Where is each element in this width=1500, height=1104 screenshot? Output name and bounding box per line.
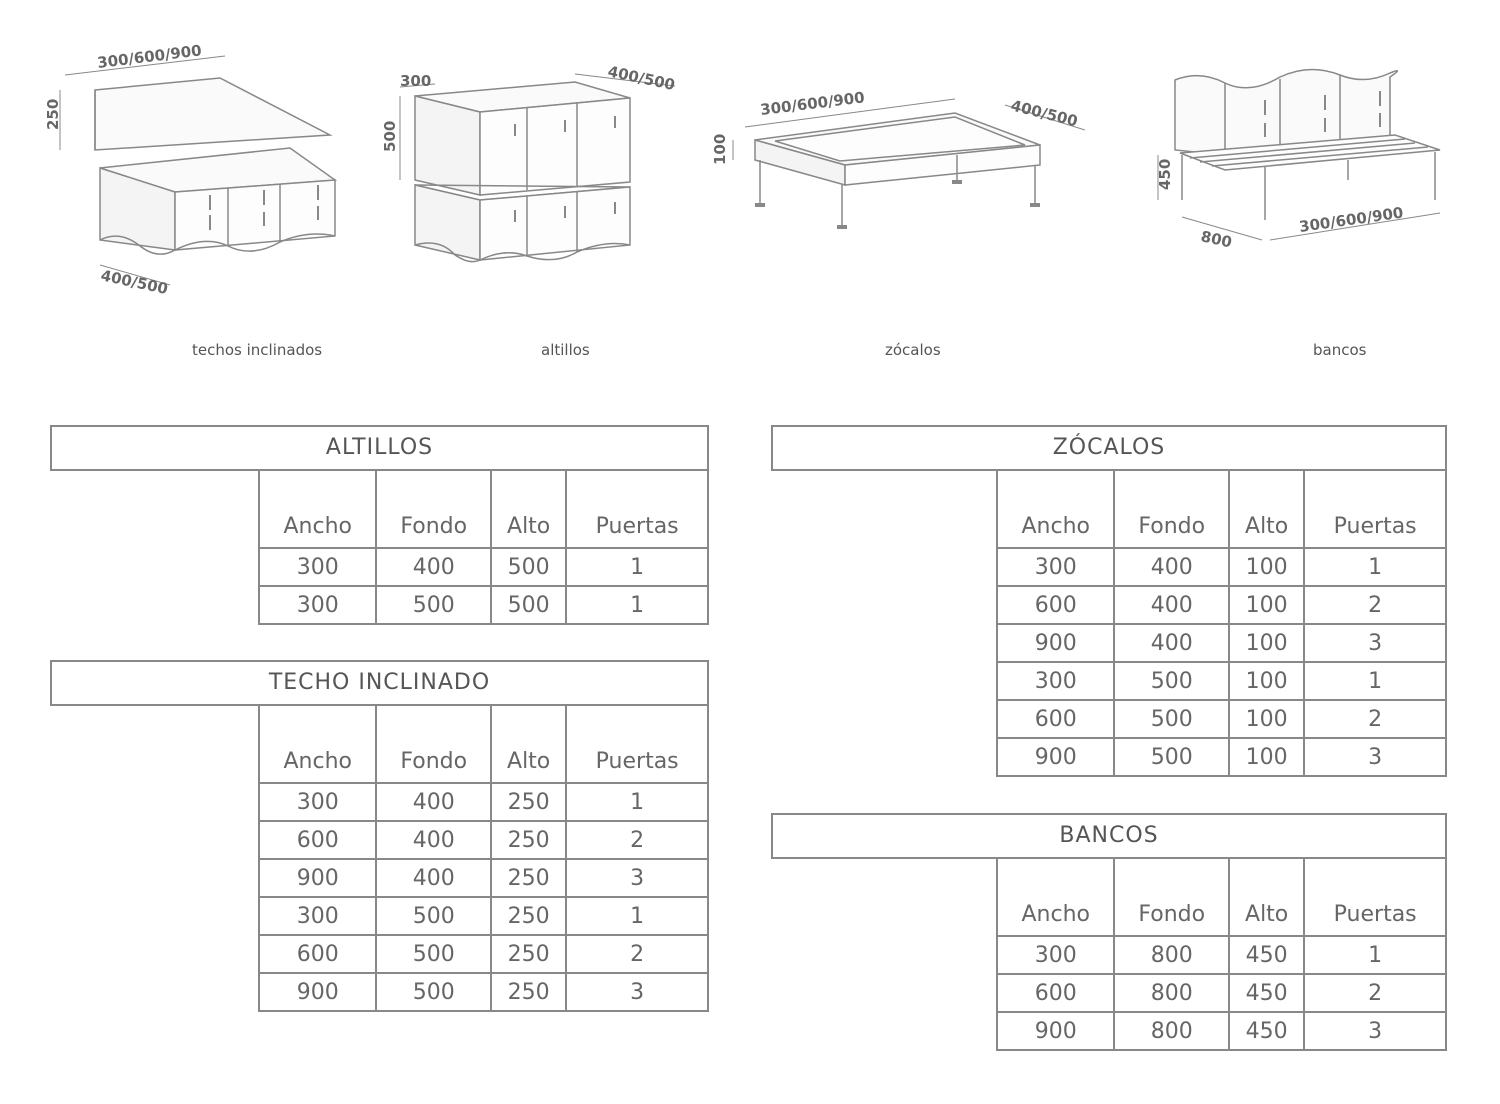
table-cell: 1 [566,783,708,821]
table-cell: 600 [997,586,1114,624]
table-cell: 500 [376,897,490,935]
caption-bancos: bancos [1313,341,1367,359]
table-header-row [259,705,708,783]
table-cell: 400 [1114,586,1228,624]
techos-width-label: 300/600/900 [96,41,203,72]
table-row [259,859,708,897]
zocalos-width-label: 300/600/900 [759,88,866,119]
table-cell: 3 [1304,738,1446,776]
bancos-depth-label: 800 [1199,227,1234,252]
table-cell: 300 [259,897,376,935]
table-cell: 400 [376,821,490,859]
table-cell: 100 [1229,624,1304,662]
table-cell: 2 [1304,700,1446,738]
table-cell: 2 [1304,586,1446,624]
table-cell: 600 [259,821,376,859]
column-header: Fondo [1114,858,1228,936]
column-header: Ancho [997,858,1114,936]
column-header: Fondo [376,705,490,783]
table-cell: 500 [376,935,490,973]
table-cell: 100 [1229,586,1304,624]
altillos-depth-label: 400/500 [606,62,677,95]
table-cell: 450 [1229,936,1304,974]
table-techo-title: TECHO INCLINADO [50,660,709,706]
table-cell: 1 [566,897,708,935]
table-cell: 100 [1229,738,1304,776]
drawing-zocalos [705,85,1095,245]
table-cell: 900 [259,973,376,1011]
table-cell: 300 [997,548,1114,586]
table-cell: 900 [259,859,376,897]
table-cell: 900 [997,738,1114,776]
table-bancos-title: BANCOS [771,813,1447,859]
table-cell: 400 [1114,548,1228,586]
table-cell: 800 [1114,1012,1228,1050]
table-row [997,936,1446,974]
table-cell: 600 [997,974,1114,1012]
drawing-bancos [1140,55,1460,255]
table-cell: 300 [997,662,1114,700]
table-cell: 300 [259,548,376,586]
altillos-height-label: 500 [381,120,399,152]
techos-depth-label: 400/500 [99,266,170,299]
column-header: Ancho [259,705,376,783]
zocalos-illustration [705,85,1095,245]
column-header: Alto [1229,858,1304,936]
table-cell: 1 [1304,662,1446,700]
table-cell: 400 [376,548,490,586]
column-header: Ancho [259,470,376,548]
table-zocalos [996,469,1447,777]
table-cell: 100 [1229,548,1304,586]
table-row [997,974,1446,1012]
table-techo-block [50,660,710,1020]
table-row [259,821,708,859]
table-header-row [997,470,1446,548]
drawing-altillos [375,60,685,265]
bancos-height-label: 450 [1156,158,1174,190]
bancos-width-label: 300/600/900 [1298,203,1405,236]
table-cell: 250 [491,859,566,897]
table-row [259,586,708,624]
table-cell: 250 [491,935,566,973]
table-cell: 450 [1229,1012,1304,1050]
table-altillos [258,469,709,625]
table-cell: 100 [1229,662,1304,700]
altillos-illustration [375,60,685,265]
column-header: Alto [491,705,566,783]
table-zocalos-title: ZÓCALOS [771,425,1447,471]
column-header: Fondo [376,470,490,548]
table-cell: 600 [259,935,376,973]
table-cell: 900 [997,1012,1114,1050]
table-cell: 250 [491,897,566,935]
table-cell: 500 [376,586,490,624]
table-row [997,624,1446,662]
table-cell: 300 [259,783,376,821]
bancos-illustration [1140,55,1460,255]
table-cell: 3 [1304,1012,1446,1050]
table-row [997,586,1446,624]
table-cell: 250 [491,783,566,821]
techo-inclinado-illustration [40,40,350,305]
table-cell: 2 [566,821,708,859]
table-cell: 250 [491,973,566,1011]
table-cell: 500 [491,586,566,624]
table-row [259,935,708,973]
caption-zocalos: zócalos [885,341,941,359]
table-row [259,973,708,1011]
table-techo [258,704,709,1012]
table-cell: 1 [566,548,708,586]
table-cell: 500 [1114,662,1228,700]
column-header: Alto [491,470,566,548]
table-cell: 3 [1304,624,1446,662]
table-cell: 1 [1304,936,1446,974]
table-cell: 600 [997,700,1114,738]
column-header: Puertas [1304,470,1446,548]
zocalos-depth-label: 400/500 [1009,96,1080,131]
table-cell: 3 [566,859,708,897]
table-row [997,1012,1446,1050]
table-cell: 900 [997,624,1114,662]
table-bancos [996,857,1447,1051]
table-cell: 2 [1304,974,1446,1012]
column-header: Alto [1229,470,1304,548]
table-row [259,897,708,935]
table-cell: 450 [1229,974,1304,1012]
table-header-row [259,470,708,548]
table-cell: 500 [491,548,566,586]
table-cell: 300 [997,936,1114,974]
table-row [259,783,708,821]
table-row [997,700,1446,738]
table-row [997,548,1446,586]
table-cell: 1 [566,586,708,624]
table-cell: 300 [259,586,376,624]
table-cell: 800 [1114,974,1228,1012]
table-cell: 800 [1114,936,1228,974]
table-altillos-block [50,425,710,630]
zocalos-height-label: 100 [711,133,729,165]
techos-height-label: 250 [44,98,62,130]
drawing-techos-inclinados [40,40,350,305]
column-header: Puertas [566,470,708,548]
table-header-row [997,858,1446,936]
caption-altillos: altillos [541,341,590,359]
table-cell: 400 [376,783,490,821]
column-header: Puertas [566,705,708,783]
table-row [997,738,1446,776]
table-cell: 400 [1114,624,1228,662]
table-cell: 400 [376,859,490,897]
table-cell: 250 [491,821,566,859]
table-cell: 500 [1114,738,1228,776]
table-cell: 1 [1304,548,1446,586]
table-cell: 3 [566,973,708,1011]
column-header: Fondo [1114,470,1228,548]
column-header: Puertas [1304,858,1446,936]
table-cell: 500 [376,973,490,1011]
table-row [997,662,1446,700]
table-altillos-title: ALTILLOS [50,425,709,471]
caption-techos: techos inclinados [192,341,323,359]
table-row [259,548,708,586]
table-bancos-block [771,813,1447,1058]
table-cell: 100 [1229,700,1304,738]
table-cell: 2 [566,935,708,973]
table-zocalos-block [771,425,1447,785]
column-header: Ancho [997,470,1114,548]
altillos-width-label: 300 [400,72,432,90]
table-cell: 500 [1114,700,1228,738]
